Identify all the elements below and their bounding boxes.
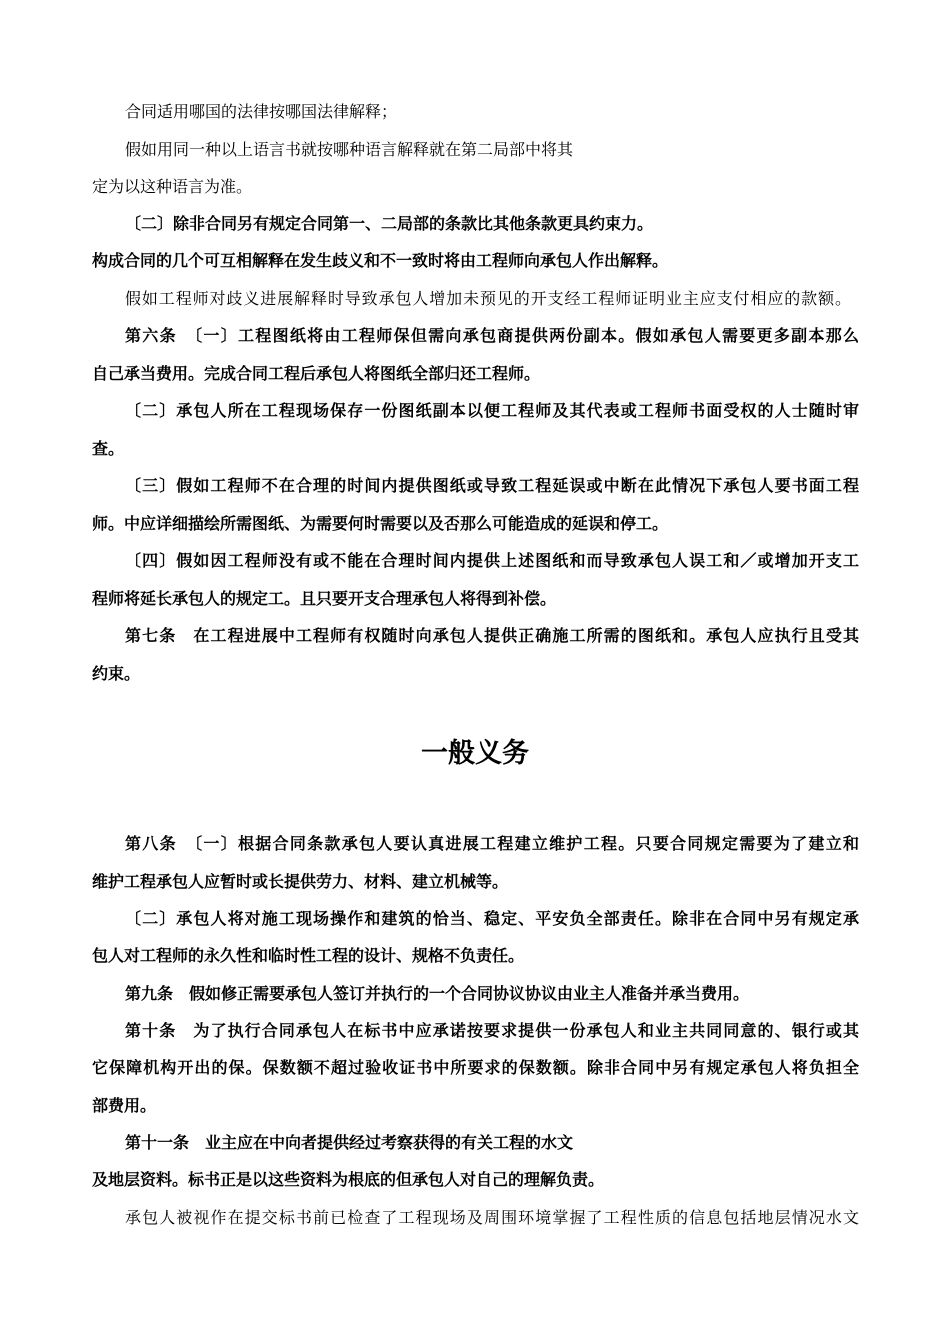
article-9-line: 第九条 假如修正需要承包人签订并执行的一个合同协议协议由业主人准备并承当费用。 [125, 984, 750, 1003]
body-line: 〔二〕承包人将对施工现场操作和建筑的恰当、稳定、平安负全部责任。除非在合同中另有规定承 [125, 909, 859, 928]
body-line: 承包人被视作在提交标书前已检查了工程现场及周围环境掌握了工程性质的信息包括地层情况水文 [125, 1208, 859, 1227]
body-line: 包人对工程师的永久性和临时性工程的设计、规格不负责任。 [92, 946, 525, 965]
article-8-line: 第八条 〔一〕根据合同条款承包人要认真进展工程建立维护工程。只要合同规定需要为了建立和 [125, 834, 859, 853]
body-line: 构成合同的几个可互相解释在发生歧义和不一致时将由工程师向承包人作出解释。 [92, 251, 669, 270]
body-line: 程师将延长承包人的规定工。且只要开支合理承包人将得到补偿。 [92, 589, 557, 608]
body-line: 部费用。 [92, 1096, 157, 1115]
section-heading: 一般义务 [421, 738, 529, 769]
body-line: 查。 [92, 439, 125, 458]
body-line: 〔二〕除非合同另有规定合同第一、二局部的条款比其他条款更具约束力。 [125, 214, 654, 233]
body-line: 约束。 [92, 664, 141, 683]
article-6-line: 第六条 〔一〕工程图纸将由工程师保但需向承包商提供两份副本。假如承包人需要更多副本那么 [125, 326, 859, 345]
body-line: 师。中应详细描绘所需图纸、为需要何时需要以及否那么可能造成的延误和停工。 [92, 514, 669, 533]
body-line: 〔四〕假如因工程师没有或不能在合理时间内提供上述图纸和而导致承包人误工和／或增加开支工 [125, 551, 859, 570]
article-7-line: 第七条 在工程进展中工程师有权随时向承包人提供正确施工所需的图纸和。承包人应执行且受其 [125, 626, 859, 645]
body-line: 〔三〕假如工程师不在合理的时间内提供图纸或导致工程延误或中断在此情况下承包人要书面工程 [125, 476, 859, 495]
body-line: 假如用同一种以上语言书就按哪种语言解释就在第二局部中将其 [125, 140, 574, 159]
article-10-line: 第十条 为了执行合同承包人在标书中应承诺按要求提供一份承包人和业主共同同意的、银行或其 [125, 1021, 859, 1040]
body-line: 自己承当费用。完成合同工程后承包人将图纸全部归还工程师。 [92, 364, 541, 383]
body-line: 〔二〕承包人所在工程现场保存一份图纸副本以便工程师及其代表或工程师书面受权的人士随时审 [125, 401, 859, 420]
body-line: 它保障机构开出的保。保数额不超过验收证书中所要求的保数额。除非合同中另有规定承包人将负担全 [92, 1058, 859, 1077]
body-line: 及地层资料。标书正是以这些资料为根底的但承包人对自己的理解负责。 [92, 1170, 605, 1189]
body-line: 维护工程承包人应暂时或长提供劳力、材料、建立机械等。 [92, 872, 509, 891]
article-11-line: 第十一条 业主应在中向者提供经过考察获得的有关工程的水文 [125, 1133, 574, 1152]
body-line: 假如工程师对歧义进展解释时导致承包人增加未预见的开支经工程师证明业主应支付相应的款额。 [125, 289, 851, 308]
body-line: 合同适用哪国的法律按哪国法律解释； [125, 102, 398, 121]
body-line: 定为以这种语言为准。 [92, 177, 253, 196]
